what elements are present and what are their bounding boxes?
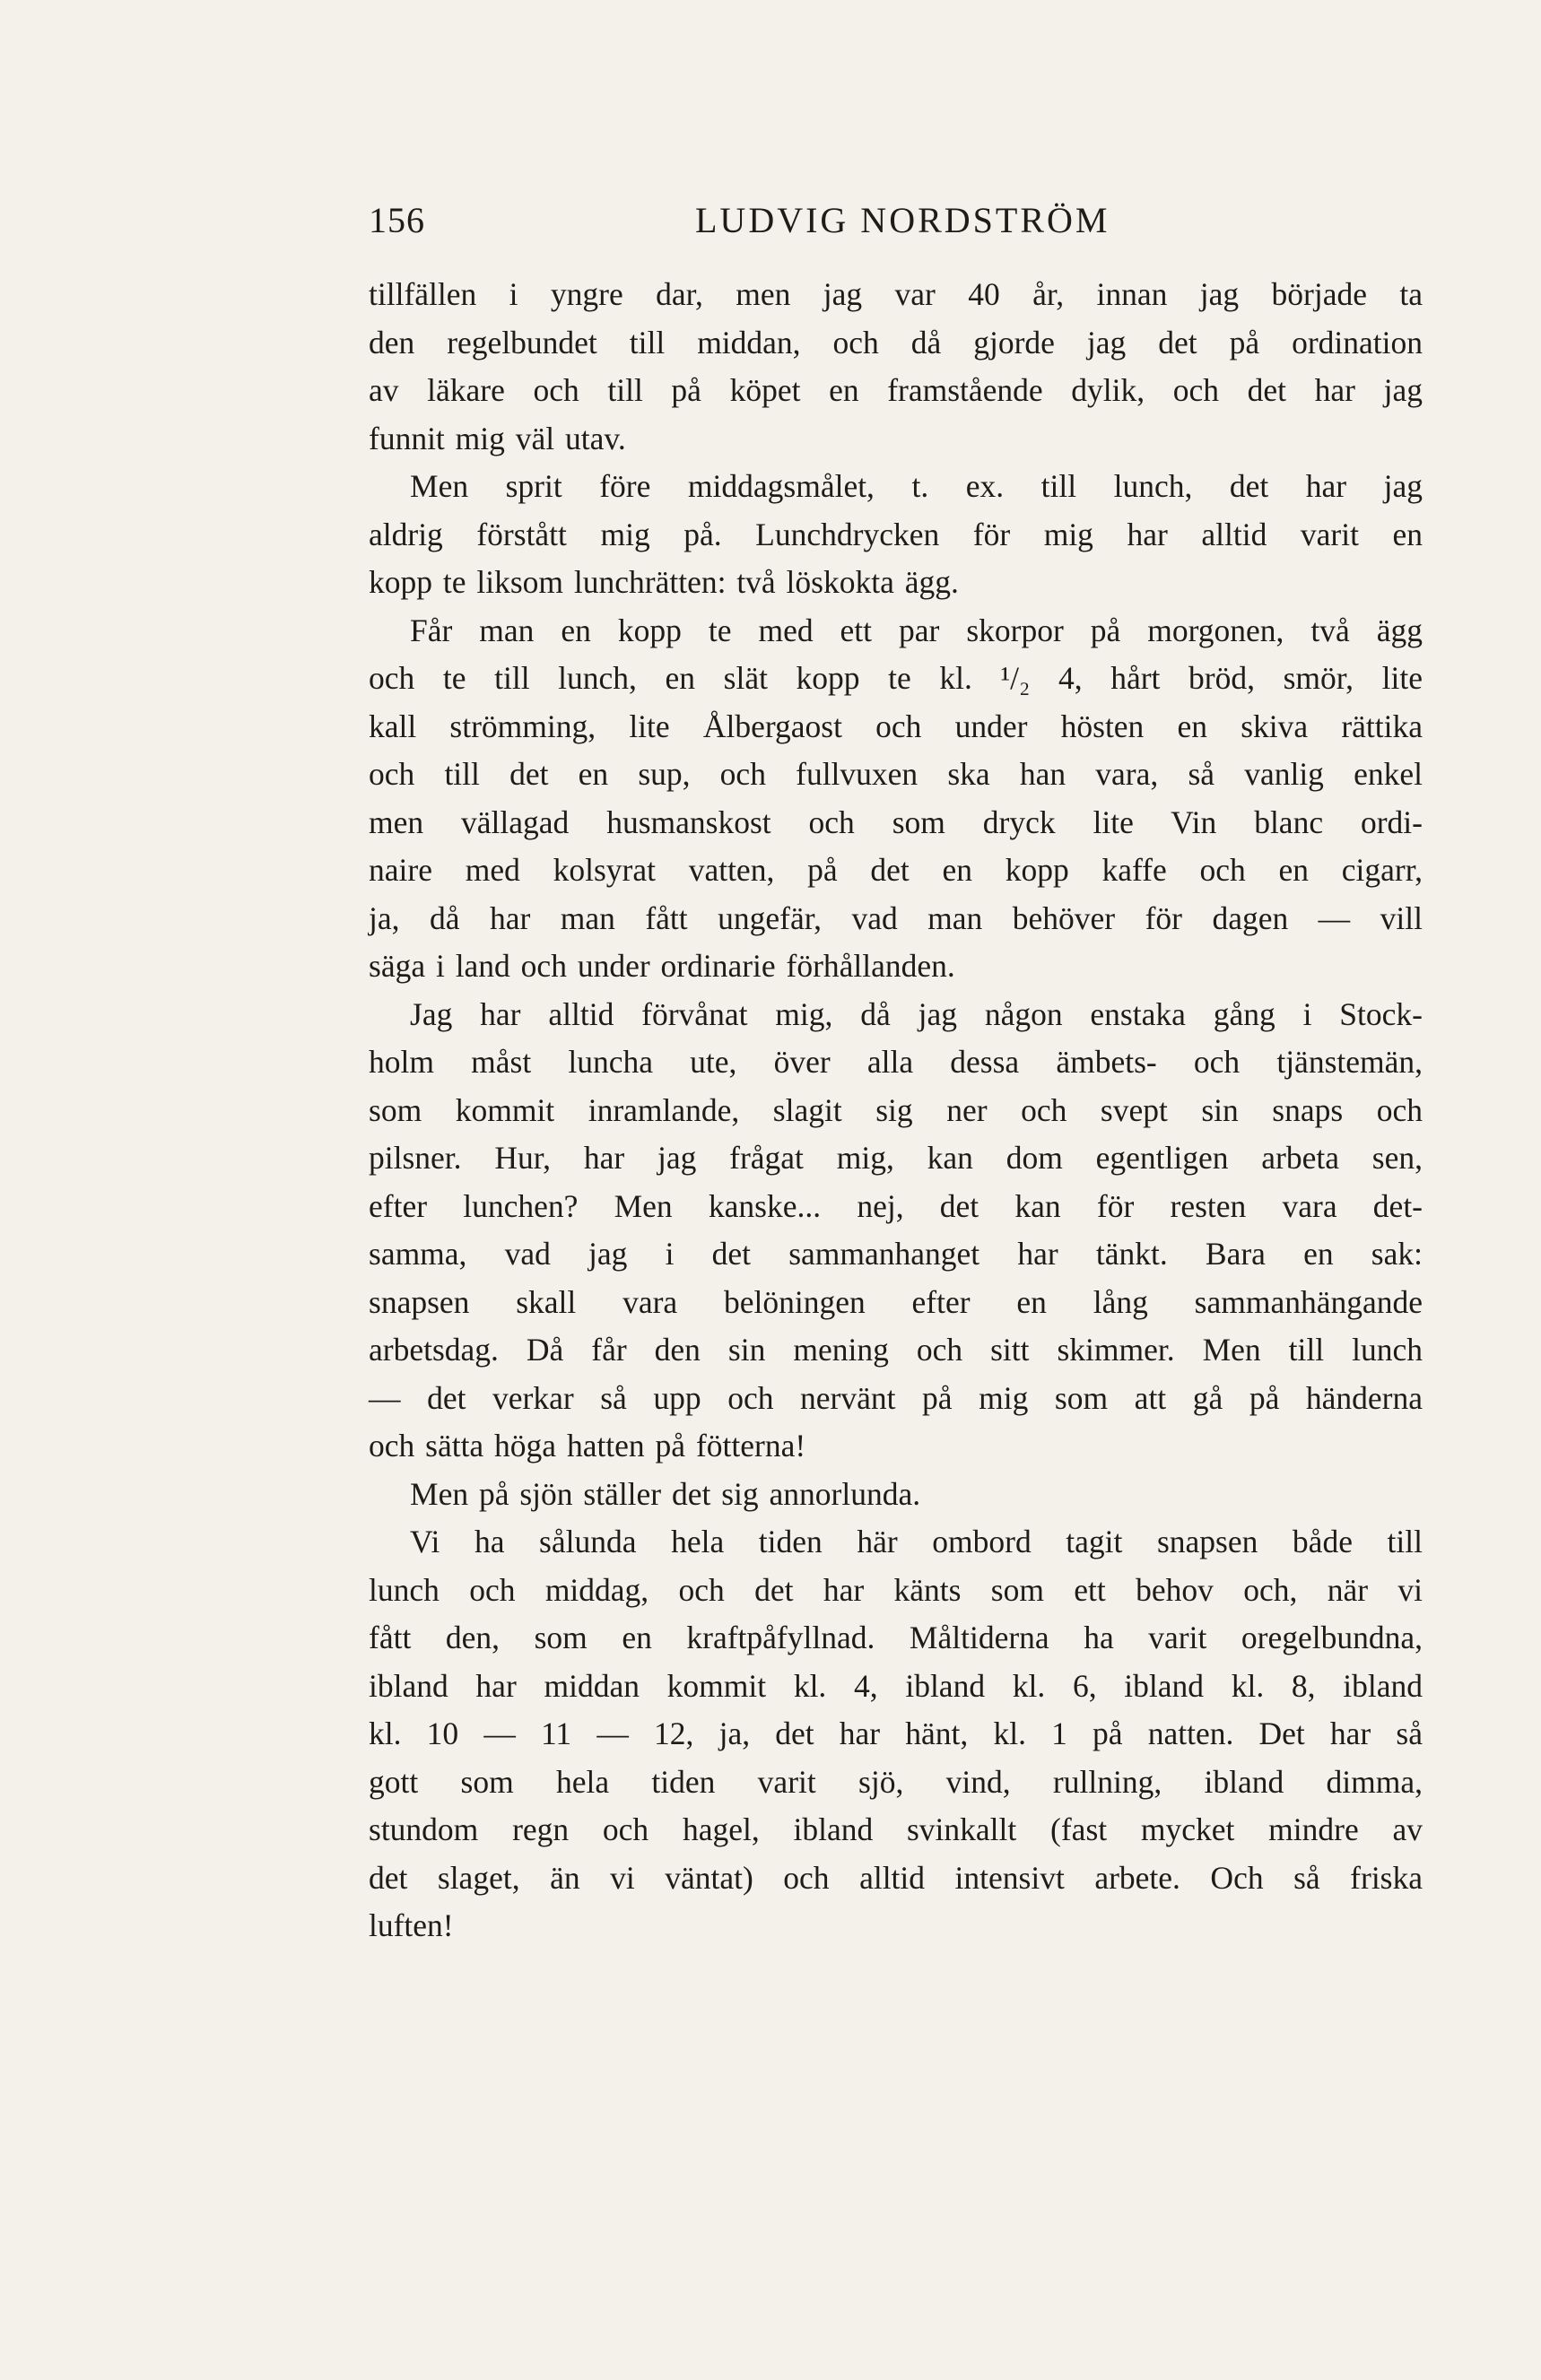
paragraph <box>369 463 1423 607</box>
text-line: av läkare och till på köpet en framstående dylik, och det har jag <box>369 372 1423 408</box>
text-line: aldrig förstått mig på. Lunchdrycken för mig har alltid varit en <box>369 516 1423 552</box>
text-line: ja, då har man fått ungefär, vad man behöver för dagen — vill <box>369 899 1423 936</box>
text-line: Vi ha sålunda hela tiden här ombord tagit snapsen både till <box>410 1524 1423 1559</box>
text-line: naire med kolsyrat vatten, på det en kopp kaffe och en cigarr, <box>369 852 1423 888</box>
running-head: LUDVIG NORDSTRÖM <box>695 200 1110 240</box>
text-line: luften! <box>369 1907 454 1943</box>
paragraph <box>369 991 1423 1471</box>
paragraph <box>369 1518 1423 1950</box>
text-line: men vällagad husmanskost och som dryck lite Vin blanc ordi- <box>369 803 1423 840</box>
text-line: och till det en sup, och fullvuxen ska han vara, så vanlig enkel <box>369 756 1423 792</box>
text-line: fått den, som en kraftpåfyllnad. Måltiderna ha varit oregelbundna, <box>369 1620 1423 1655</box>
body-text <box>369 271 1423 1950</box>
text-line: holm måst luncha ute, över alla dessa ämbets- och tjänstemän, <box>369 1044 1423 1080</box>
text-line: kall strömming, lite Ålbergaost och under hösten en skiva rättika <box>369 708 1423 744</box>
text-line: snapsen skall vara belöningen efter en lång sammanhängande <box>369 1283 1423 1320</box>
page-number: 156 <box>369 200 425 240</box>
text-line: funnit mig väl utav. <box>369 420 626 456</box>
text-line: Jag har alltid förvånat mig, då jag någon enstaka gång i Stock- <box>410 995 1423 1032</box>
text-line: Men på sjön ställer det sig annorlunda. <box>410 1475 921 1512</box>
text-line: och te till lunch, en slät kopp te kl. ¹/₂ 4, hårt bröd, smör, lite <box>369 660 1423 696</box>
text-line: lunch och middag, och det har känts som ett behov och, när vi <box>369 1571 1423 1608</box>
text-line: kopp te liksom lunchrätten: två löskokta ägg. <box>369 564 959 600</box>
text-line: Får man en kopp te med ett par skorpor på morgonen, två ägg <box>410 612 1423 648</box>
text-line: tillfällen i yngre dar, men jag var 40 år, innan jag började ta <box>369 276 1423 312</box>
text-line: pilsner. Hur, har jag frågat mig, kan dom egentligen arbeta sen, <box>369 1140 1423 1176</box>
text-line: stundom regn och hagel, ibland svinkallt (fast mycket mindre av <box>369 1811 1423 1847</box>
text-line: som kommit inramlande, slagit sig ner och svept sin snaps och <box>369 1091 1423 1128</box>
text-line: och sätta höga hatten på fötterna! <box>369 1428 806 1464</box>
text-line: säga i land och under ordinarie förhållanden. <box>369 948 955 984</box>
text-line: kl. 10 — 11 — 12, ja, det har hänt, kl. 1 på natten. Det har så <box>369 1716 1423 1751</box>
text-line: den regelbundet till middan, och då gjorde jag det på ordination <box>369 324 1423 360</box>
text-line: efter lunchen? Men kanske... nej, det kan för resten vara det- <box>369 1187 1423 1224</box>
text-line: ibland har middan kommit kl. 4, ibland kl. 6, ibland kl. 8, ibland <box>369 1667 1423 1704</box>
page-header <box>369 199 1423 253</box>
text-line: arbetsdag. Då får den sin mening och sitt skimmer. Men till lunch <box>369 1332 1423 1368</box>
text-line: — det verkar så upp och nervänt på mig som att gå på händerna <box>369 1379 1423 1416</box>
paragraph <box>369 1471 1423 1519</box>
paragraph <box>369 271 1423 463</box>
text-line: gott som hela tiden varit sjö, vind, rullning, ibland dimma, <box>369 1763 1423 1800</box>
text-line: samma, vad jag i det sammanhanget har tänkt. Bara en sak: <box>369 1236 1423 1272</box>
paragraph <box>369 607 1423 991</box>
text-line: det slaget, än vi väntat) och alltid intensivt arbete. Och så friska <box>369 1859 1423 1896</box>
text-line: Men sprit före middagsmålet, t. ex. till lunch, det har jag <box>410 468 1423 504</box>
